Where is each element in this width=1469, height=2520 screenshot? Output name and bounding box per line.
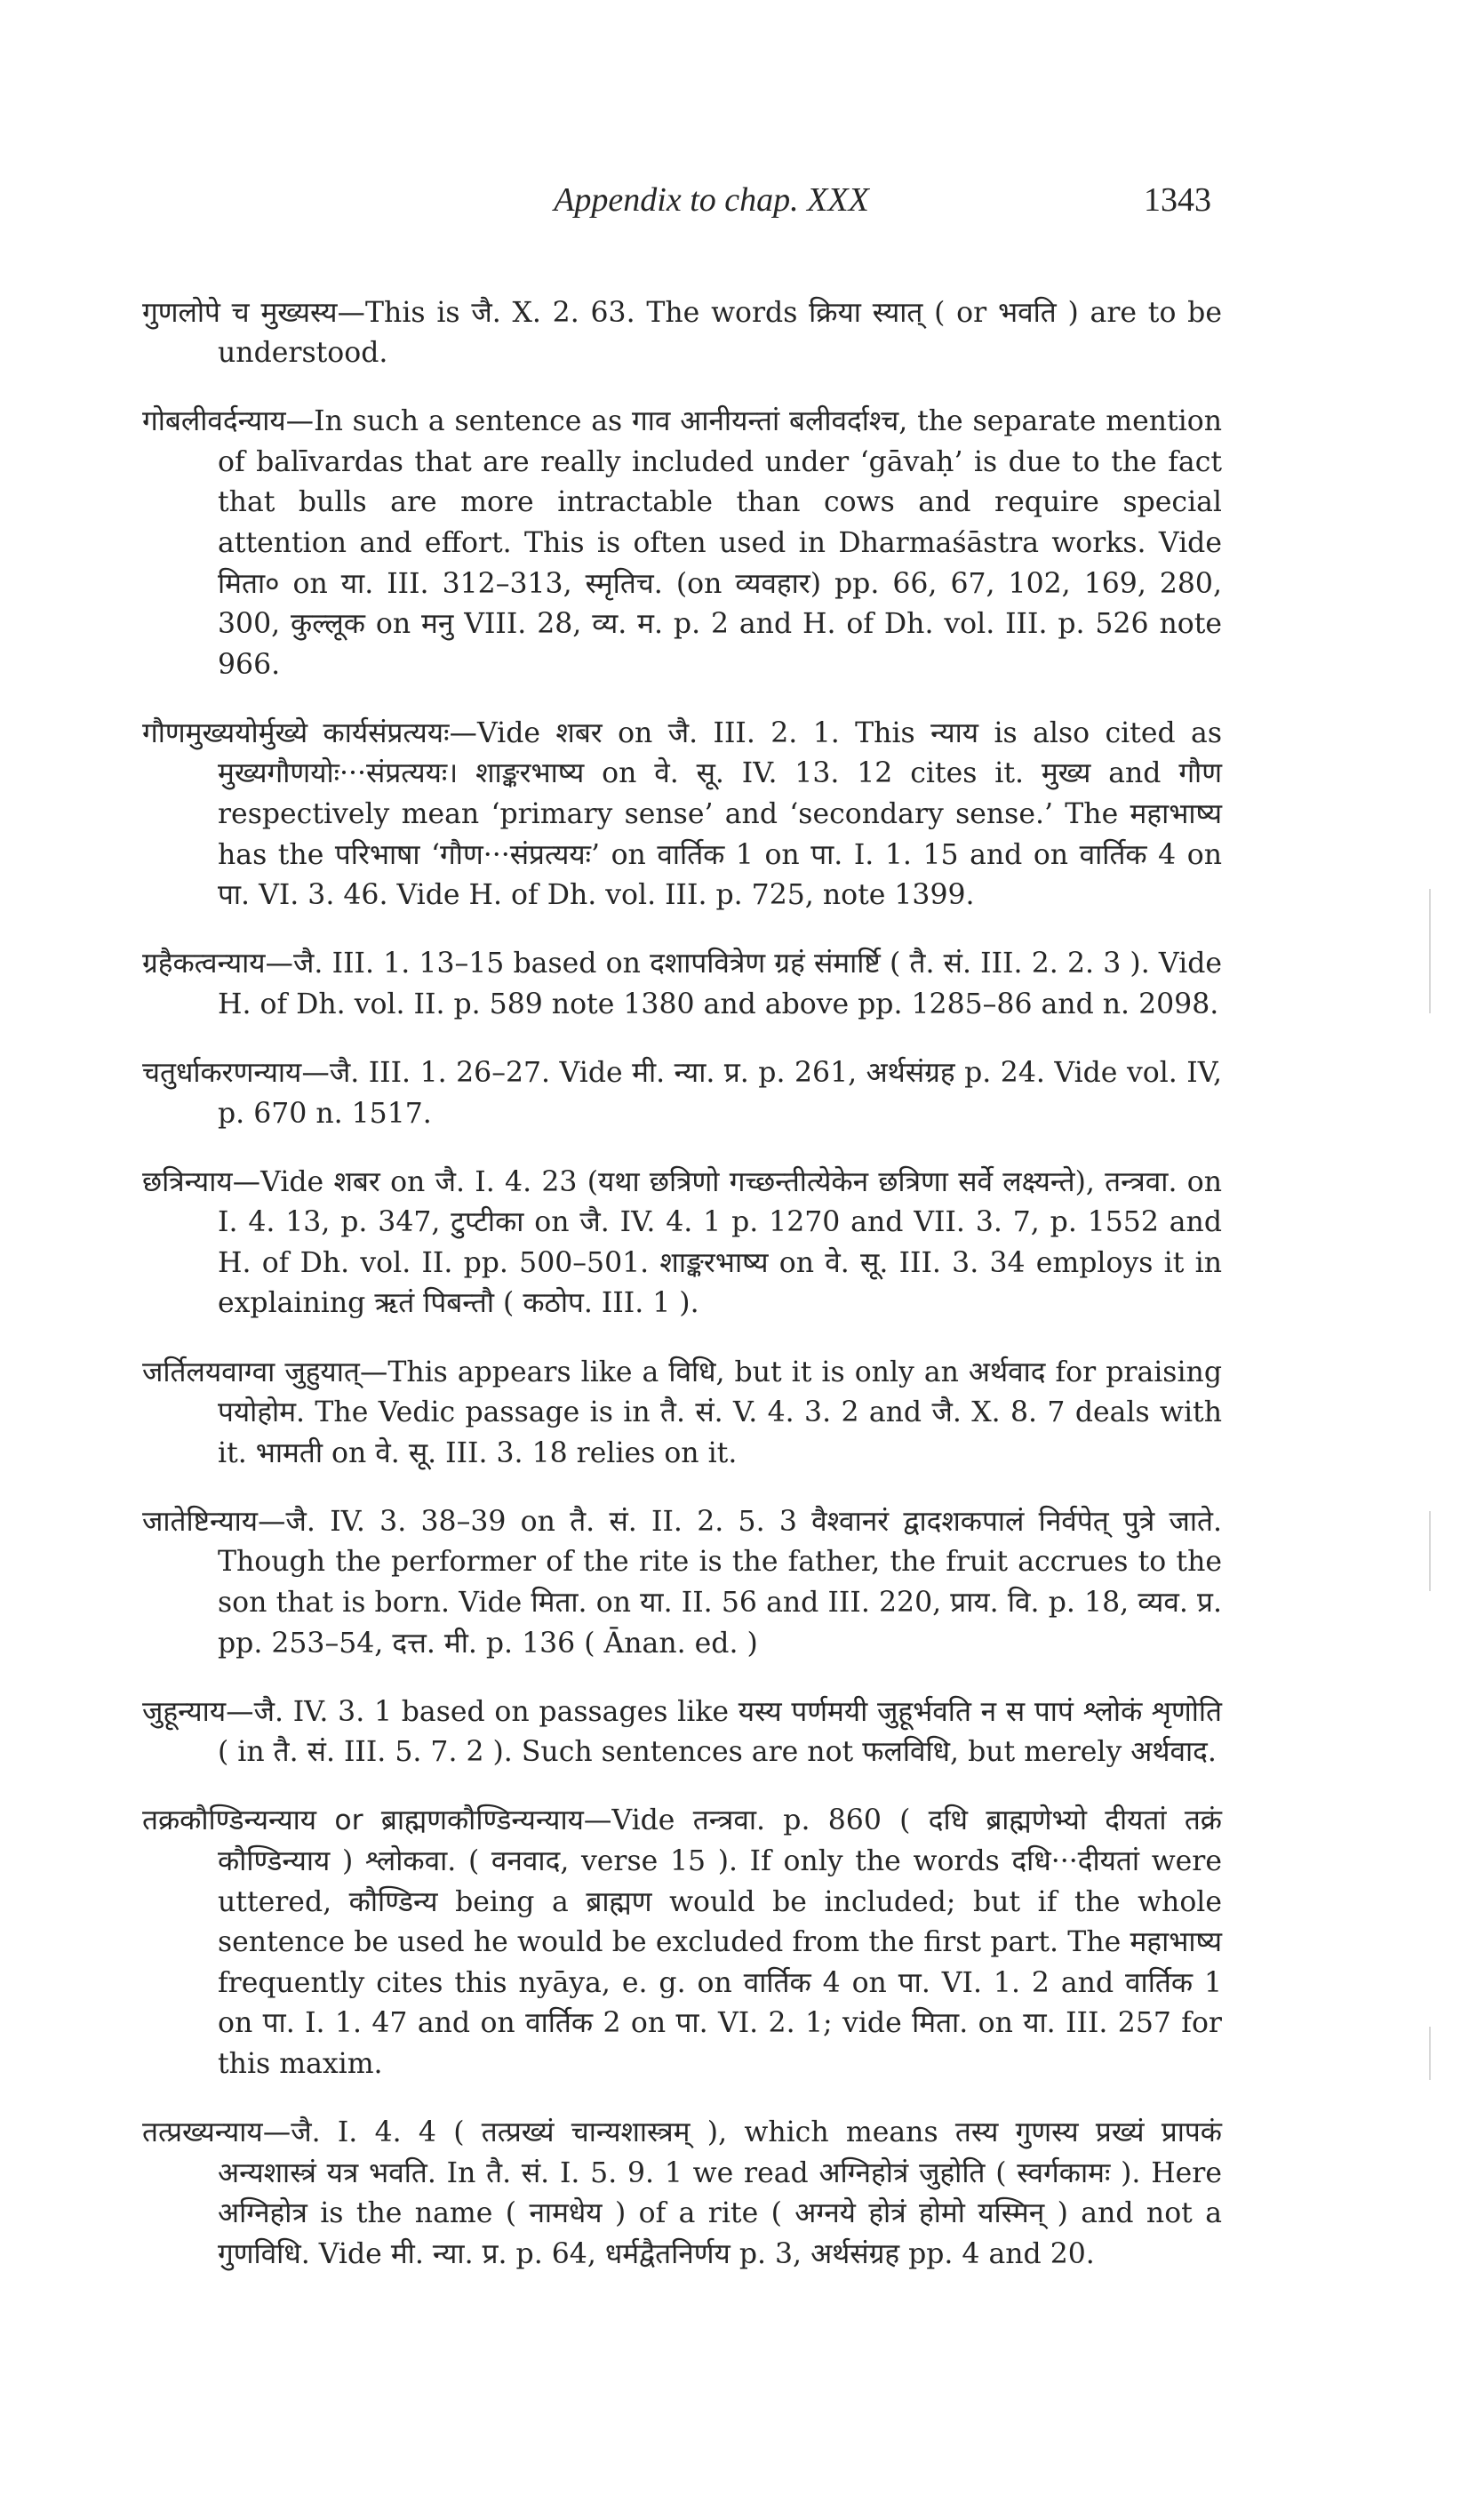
- page-number: 1343: [1144, 181, 1211, 219]
- page-header: [212, 178, 1211, 222]
- entry-term: गुणलोपे च मुख्यस्य: [142, 296, 338, 329]
- running-head: Appendix to chap. XXX: [554, 181, 869, 219]
- entry-separator: —: [337, 296, 366, 329]
- glossary-entry: [142, 2113, 1222, 2275]
- entry-body: ब्राह्मणकौण्डिन्यन्याय—Vide तन्त्रवा. p. 860 ( दधि ब्राह्मणेभ्यो दीयतां तक्रं कौण्डिन्याय ) श्लोकवा. ( वनवाद, verse 15 ). If only the words दधि···दीयतां were uttered, कौण्डिन्य being a ब्राह्मण would be included; but if the whole sentence be used he would be excluded from the first part. The महाभाष्य frequently cites this nyāya, e. g. on वार्तिक 4 on पा. VI. 1. 2 and वार्तिक 1 on पा. I. 1. 47 and on वार्तिक 2 on पा. VI. 2. 1; vide मिता. on या. III. 257 for this maxim.: [218, 1804, 1223, 2080]
- entry-separator: —: [258, 1505, 286, 1538]
- entry-body: जै. III. 1. 13–15 based on दशापवित्रेण ग्रहं संमार्ष्टि ( तै. सं. III. 2. 2. 3 ). Vide H. of Dh. vol. II. p. 589 note 1380 and above pp. 1285–86 and n. 2098.: [218, 948, 1222, 1020]
- entry-separator: —: [449, 716, 477, 749]
- entry-body: जै. III. 1. 26–27. Vide मी. न्या. प्र. p. 261, अर्थसंग्रह p. 24. Vide vol. IV, p. 670 n. 1517.: [218, 1057, 1222, 1130]
- entry-term: जर्तिलयवाग्वा जुहुयात्: [142, 1356, 360, 1388]
- entry-separator: —: [301, 1057, 330, 1089]
- entry-body: This is जै. X. 2. 63. The words क्रिया स्यात् ( or भवति ) are to be understood.: [218, 296, 1222, 370]
- entry-term: जुहून्याय: [142, 1695, 227, 1728]
- entry-term: चतुर्धाकरणन्याय: [142, 1057, 302, 1089]
- entry-separator: —: [262, 2116, 291, 2149]
- glossary-entry: [142, 714, 1222, 916]
- glossary-entry: [142, 1053, 1222, 1134]
- glossary-entry: [142, 1502, 1222, 1664]
- scan-edge-mark: [1429, 1511, 1431, 1591]
- entry-term: गौणमुख्ययोर्मुख्ये कार्यसंप्रत्ययः: [142, 716, 450, 749]
- scan-edge-mark: [1429, 2027, 1431, 2080]
- entry-body: जै. I. 4. 4 ( तत्प्रख्यं चान्यशास्त्रम् ), which means तस्य गुणस्य प्रख्यं प्रापकं अन्यशास्त्रं यत्र भवति. In तै. सं. I. 5. 9. 1 we read अग्निहोत्रं जुहोति ( स्वर्गकामः ). Here अग्निहोत्र is the name ( नामधेय ) of a rite ( अग्नये होत्रं होमो यस्मिन् ) and not a गुणविधि. Vide मी. न्या. प्र. p. 64, धर्मद्वैतनिर्णय p. 3, अर्थसंग्रह pp. 4 and 20.: [218, 2116, 1222, 2270]
- entry-separator: —: [359, 1356, 388, 1388]
- glossary-entry: [142, 1353, 1222, 1475]
- glossary-entry: [142, 293, 1222, 374]
- entry-body: This appears like a विधि, but it is only an अर्थवाद for praising पयोहोम. The Vedic passage is in तै. सं. V. 4. 3. 2 and जै. X. 8. 7 deals with it. भामती on वे. सू. III. 3. 18 relies on it.: [218, 1356, 1222, 1469]
- glossary-entries: [142, 265, 1222, 2290]
- entry-term: गोबलीवर्दन्याय: [142, 405, 286, 438]
- entry-term: तक्रकौण्डिन्यन्याय: [142, 1804, 317, 1837]
- entry-separator: —: [232, 1165, 261, 1198]
- entry-body: जै. IV. 3. 1 based on passages like यस्य पर्णमयी जुहूर्भवति न स पापं श्लोकं शृणोति ( in तै. सं. III. 5. 7. 2 ). Such sentences are not फलविधि, but merely अर्थवाद.: [218, 1695, 1222, 1769]
- entry-term: जातेष्टिन्याय: [142, 1505, 259, 1538]
- entry-term: तत्प्रख्यन्याय: [142, 2116, 263, 2149]
- glossary-entry: [142, 1692, 1222, 1773]
- entry-term: ग्रहैकत्वन्याय: [142, 948, 266, 980]
- entry-body: जै. IV. 3. 38–39 on तै. सं. II. 2. 5. 3 वैश्वानरं द्वादशकपालं निर्वपेत् पुत्रे जाते. Though the performer of the rite is the father, the fruit accrues to the son that is born. Vide मिता. on या. II. 56 and III. 220, प्राय. वि. p. 18, व्यव. प्र. pp. 253–54, दत्त. मी. p. 136 ( Ānan. ed. ): [218, 1505, 1222, 1660]
- entry-body: Vide शबर on जै. III. 2. 1. This न्याय is also cited as मुख्यगौणयोः···संप्रत्ययः। शाङ्करभाष्य on वे. सू. IV. 13. 12 cites it. मुख्य and गौण respectively mean ‘primary sense’ and ‘secondary sense.’ The महाभाष्य has the परिभाषा ‘गौण···संप्रत्ययः’ on वार्तिक 1 on पा. I. 1. 15 and on वार्तिक 4 on पा. VI. 3. 46. Vide H. of Dh. vol. III. p. 725, note 1399.: [218, 716, 1222, 912]
- glossary-entry: [142, 1801, 1222, 2084]
- scan-edge-mark: [1429, 889, 1431, 1013]
- glossary-entry: [142, 1163, 1222, 1324]
- entry-separator: or: [316, 1804, 381, 1837]
- entry-body: In such a sentence as गाव आनीयन्तां बलीवर्दाश्च, the separate mention of balīvardas that are really included under ‘gāvaḥ’ is due to the fact that bulls are more intractable than cows and require special attention and effort. This is often used in Dharmaśāstra works. Vide मिता० on या. III. 312–313, स्मृतिच. (on व्यवहार) pp. 66, 67, 102, 169, 280, 300, कुल्लूक on मनु VIII. 28, व्य. म. p. 2 and H. of Dh. vol. III. p. 526 note 966.: [218, 405, 1222, 681]
- entry-separator: —: [226, 1695, 254, 1728]
- entry-separator: —: [265, 948, 294, 980]
- glossary-entry: [142, 944, 1222, 1025]
- entry-body: Vide शबर on जै. I. 4. 23 (यथा छत्रिणो गच्छन्तीत्येकेन छत्रिणा सर्वे लक्ष्यन्ते), तन्त्रवा. on I. 4. 13, p. 347, टुप्टीका on जै. IV. 4. 1 p. 1270 and VII. 3. 7, p. 1552 and H. of Dh. vol. II. pp. 500–501. शाङ्करभाष्य on वे. सू. III. 3. 34 employs it in explaining ऋतं पिबन्तौ ( कठोप. III. 1 ).: [218, 1165, 1222, 1320]
- entry-term: छत्रिन्याय: [142, 1165, 233, 1198]
- glossary-entry: [142, 402, 1222, 685]
- entry-separator: —: [285, 405, 315, 438]
